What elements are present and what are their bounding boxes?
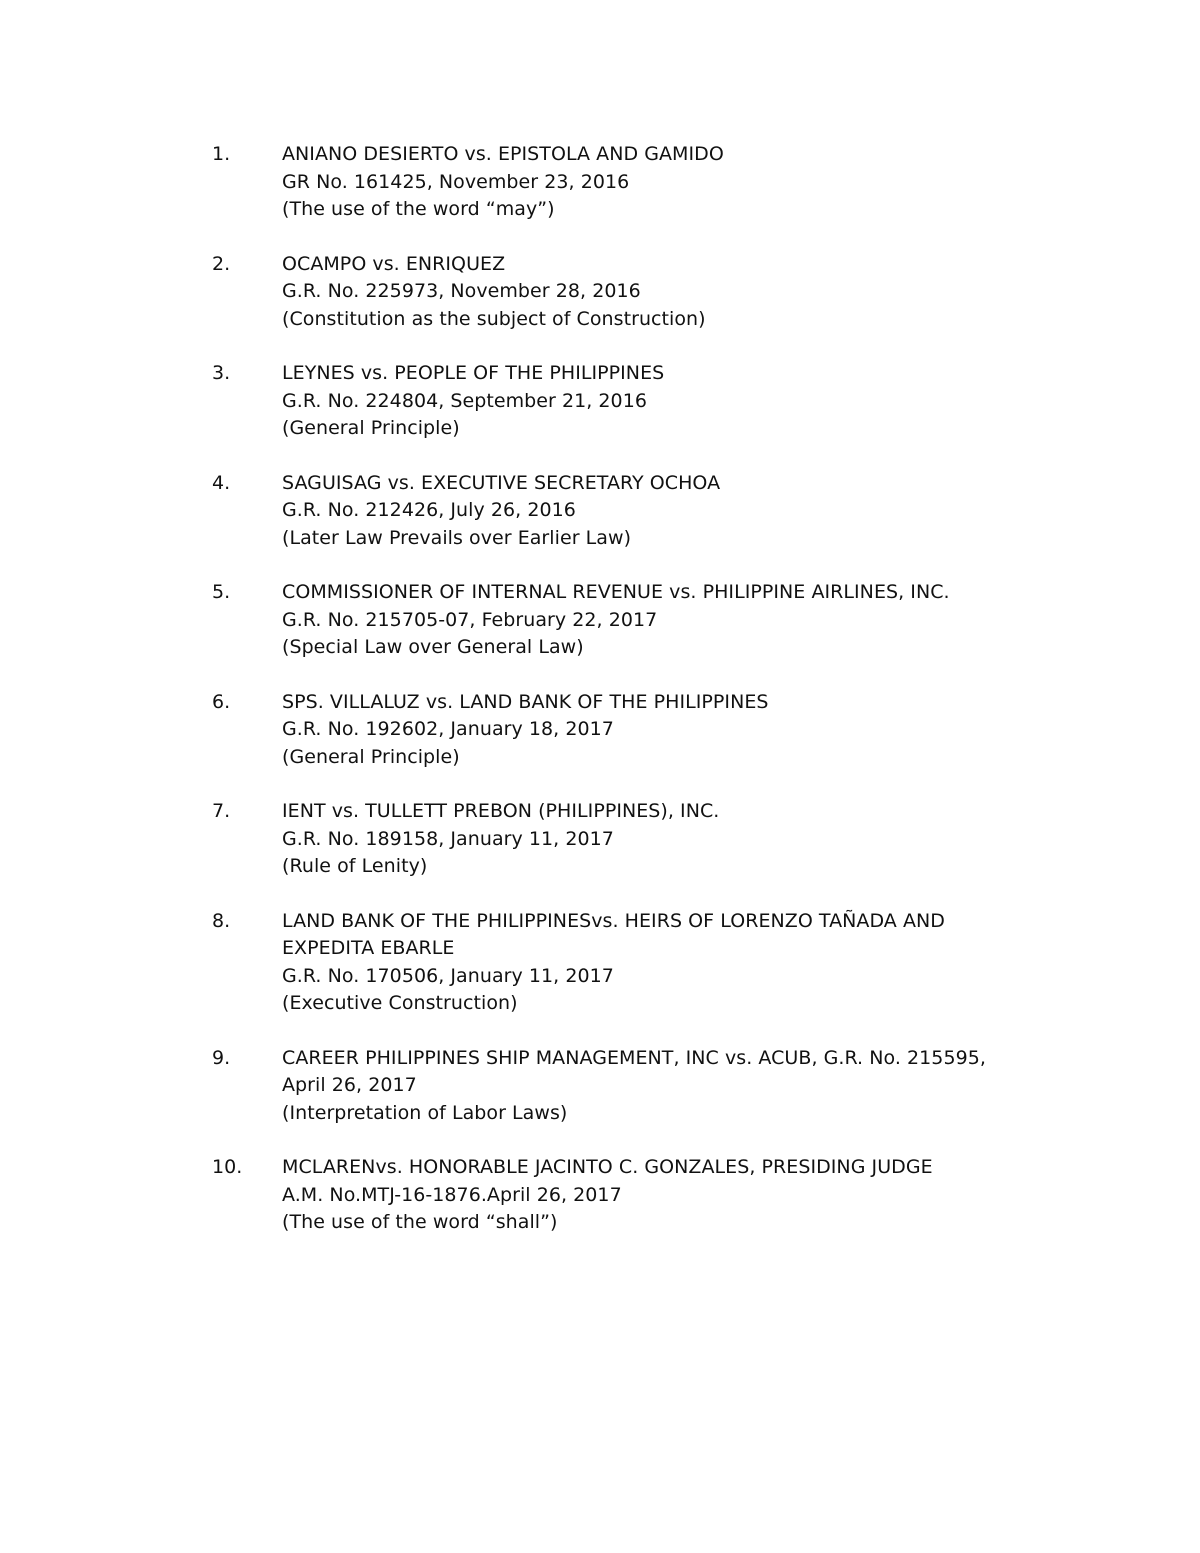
case-line: A.M. No.MTJ-16-1876.April 26, 2017 (282, 1183, 622, 1206)
case-topic: (The use of the word “shall”) (282, 1211, 558, 1233)
case-number: 7. (212, 800, 231, 822)
case-item (212, 470, 1072, 553)
case-item (212, 1154, 1072, 1237)
case-item (212, 579, 1072, 662)
case-number: 4. (212, 471, 231, 494)
case-topic: (Executive Construction) (282, 992, 518, 1014)
case-title: CAREER PHILIPPINES SHIP MANAGEMENT, INC vs. ACUB, G.R. No. 215595, (282, 1046, 986, 1069)
case-topic: (Rule of Lenity) (282, 855, 428, 877)
case-line: G.R. No. 215705-07, February 22, 2017 (282, 608, 658, 631)
case-line: G.R. No. 225973, November 28, 2016 (282, 280, 641, 302)
case-title: LEYNES vs. PEOPLE OF THE PHILIPPINES (282, 362, 665, 384)
case-topic: (The use of the word “may”) (282, 198, 555, 220)
case-topic: (Constitution as the subject of Construction) (282, 307, 706, 330)
case-line: G.R. No. 224804, September 21, 2016 (282, 389, 647, 412)
case-number: 6. (212, 690, 231, 713)
case-topic: (Interpretation of Labor Laws) (282, 1101, 568, 1124)
case-topic: (General Principle) (282, 745, 460, 768)
case-number: 1. (212, 143, 231, 165)
case-number: 2. (212, 252, 231, 275)
case-line: EXPEDITA EBARLE (282, 937, 455, 959)
case-item (212, 251, 1072, 334)
case-line: G.R. No. 192602, January 18, 2017 (282, 718, 614, 740)
case-item (212, 689, 1072, 772)
case-title: IENT vs. TULLETT PREBON (PHILIPPINES), INC. (282, 800, 720, 822)
case-title: SPS. VILLALUZ vs. LAND BANK OF THE PHILIPPINES (282, 690, 769, 713)
case-item (212, 141, 1072, 224)
case-item (212, 1045, 1072, 1128)
case-line: G.R. No. 212426, July 26, 2016 (282, 499, 576, 521)
case-item (212, 360, 1072, 443)
case-line: April 26, 2017 (282, 1074, 417, 1096)
case-title: LAND BANK OF THE PHILIPPINESvs. HEIRS OF LORENZO TAÑADA AND (282, 909, 945, 932)
case-number: 8. (212, 909, 231, 932)
case-title: OCAMPO vs. ENRIQUEZ (282, 252, 506, 275)
case-line: G.R. No. 170506, January 11, 2017 (282, 964, 614, 987)
case-title: MCLARENvs. HONORABLE JACINTO C. GONZALES, PRESIDING JUDGE (282, 1156, 933, 1178)
case-title: ANIANO DESIERTO vs. EPISTOLA AND GAMIDO (282, 143, 724, 165)
case-list (212, 141, 1072, 1264)
case-topic: (General Principle) (282, 417, 460, 439)
case-item (212, 798, 1072, 881)
case-number: 5. (212, 581, 231, 603)
case-topic: (Later Law Prevails over Earlier Law) (282, 526, 632, 549)
case-topic: (Special Law over General Law) (282, 636, 584, 658)
case-item (212, 908, 1072, 1018)
case-number: 10. (212, 1156, 243, 1178)
case-number: 9. (212, 1046, 231, 1069)
case-number: 3. (212, 362, 231, 384)
case-title: COMMISSIONER OF INTERNAL REVENUE vs. PHILIPPINE AIRLINES, INC. (282, 581, 950, 603)
case-line: G.R. No. 189158, January 11, 2017 (282, 827, 614, 850)
case-title: SAGUISAG vs. EXECUTIVE SECRETARY OCHOA (282, 471, 721, 494)
case-line: GR No. 161425, November 23, 2016 (282, 170, 630, 193)
